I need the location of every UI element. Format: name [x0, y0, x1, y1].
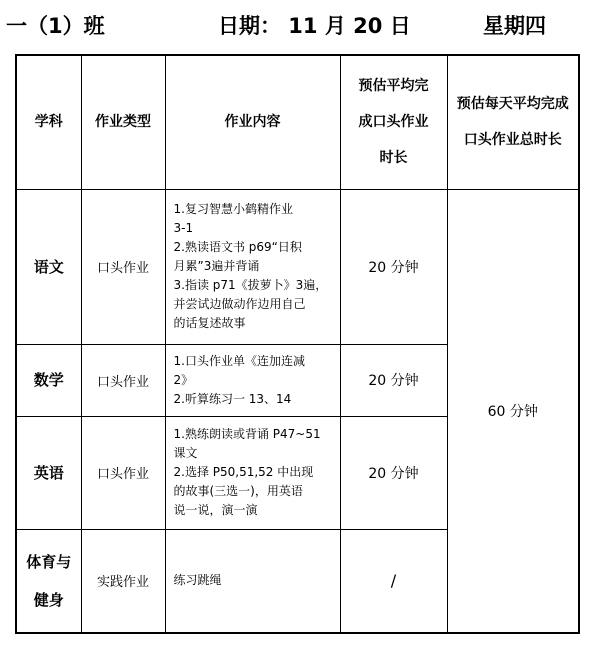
subject-line: 健身: [33, 590, 64, 609]
duration-cell: 20 分钟: [340, 344, 447, 416]
content-line: 练习跳绳: [173, 573, 222, 588]
header-est-line: 时长: [379, 150, 408, 167]
header-total-line: 预估每天平均完成: [456, 96, 569, 113]
content-line: 说一说，演一演: [173, 503, 258, 517]
type-cell: 口头作业: [81, 189, 165, 344]
header-est-duration: [340, 55, 447, 189]
content-line: 的故事(三选一)，用英语: [173, 484, 303, 498]
content-line: 1.口头作业单《连加连减: [173, 353, 305, 368]
class-name: 一（1）班: [6, 14, 105, 38]
content-line: 2.听算练习一 13、14: [173, 391, 292, 406]
content-line: 1.熟练朗读或背诵 P47~51: [173, 427, 321, 441]
subject-cell: [16, 529, 81, 633]
subject-cell: 语文: [16, 189, 81, 344]
content-line: 并尝试边做动作边用自己: [173, 297, 306, 311]
date-label: 日期： 11 月 20 日: [218, 14, 411, 38]
content-cell: [165, 189, 340, 344]
table-header-row: [16, 55, 579, 189]
header-total-duration: [447, 55, 579, 189]
content-line: 1.复习智慧小鹤精作业: [173, 202, 293, 216]
content-line: 月累”3遍并背诵: [173, 259, 260, 273]
content-line: 2.选择 P50,51,52 中出现: [173, 465, 314, 479]
content-line: 2.熟读语文书 p69“日积: [173, 240, 302, 254]
content-line: 课文: [173, 446, 198, 460]
content-line: 2》: [173, 372, 194, 387]
content-line: 的话复述故事: [173, 316, 246, 330]
content-line: 3-1: [173, 221, 194, 235]
table-row: [16, 189, 579, 344]
content-cell: [165, 344, 340, 416]
subject-line: 体育与: [26, 552, 72, 571]
header-est-line: 预估平均完: [358, 78, 429, 95]
page-header: [0, 0, 589, 48]
header-content: 作业内容: [165, 55, 340, 189]
weekday-label: 星期四: [483, 14, 546, 38]
duration-cell: 20 分钟: [340, 416, 447, 529]
header-est-line: 成口头作业: [358, 114, 429, 131]
type-cell: 口头作业: [81, 416, 165, 529]
content-cell: [165, 416, 340, 529]
homework-table: [15, 54, 580, 634]
header-type: 作业类型: [81, 55, 165, 189]
duration-cell: 20 分钟: [340, 189, 447, 344]
subject-cell: 英语: [16, 416, 81, 529]
total-duration-cell: 60 分钟: [447, 189, 579, 633]
type-cell: 实践作业: [81, 529, 165, 633]
content-cell: [165, 529, 340, 633]
duration-cell: /: [340, 529, 447, 633]
type-cell: 口头作业: [81, 344, 165, 416]
header-total-line: 口头作业总时长: [463, 132, 562, 149]
subject-cell: 数学: [16, 344, 81, 416]
header-subject: 学科: [16, 55, 81, 189]
content-line: 3.指读 p71《拔萝卜》3遍，: [173, 278, 328, 292]
